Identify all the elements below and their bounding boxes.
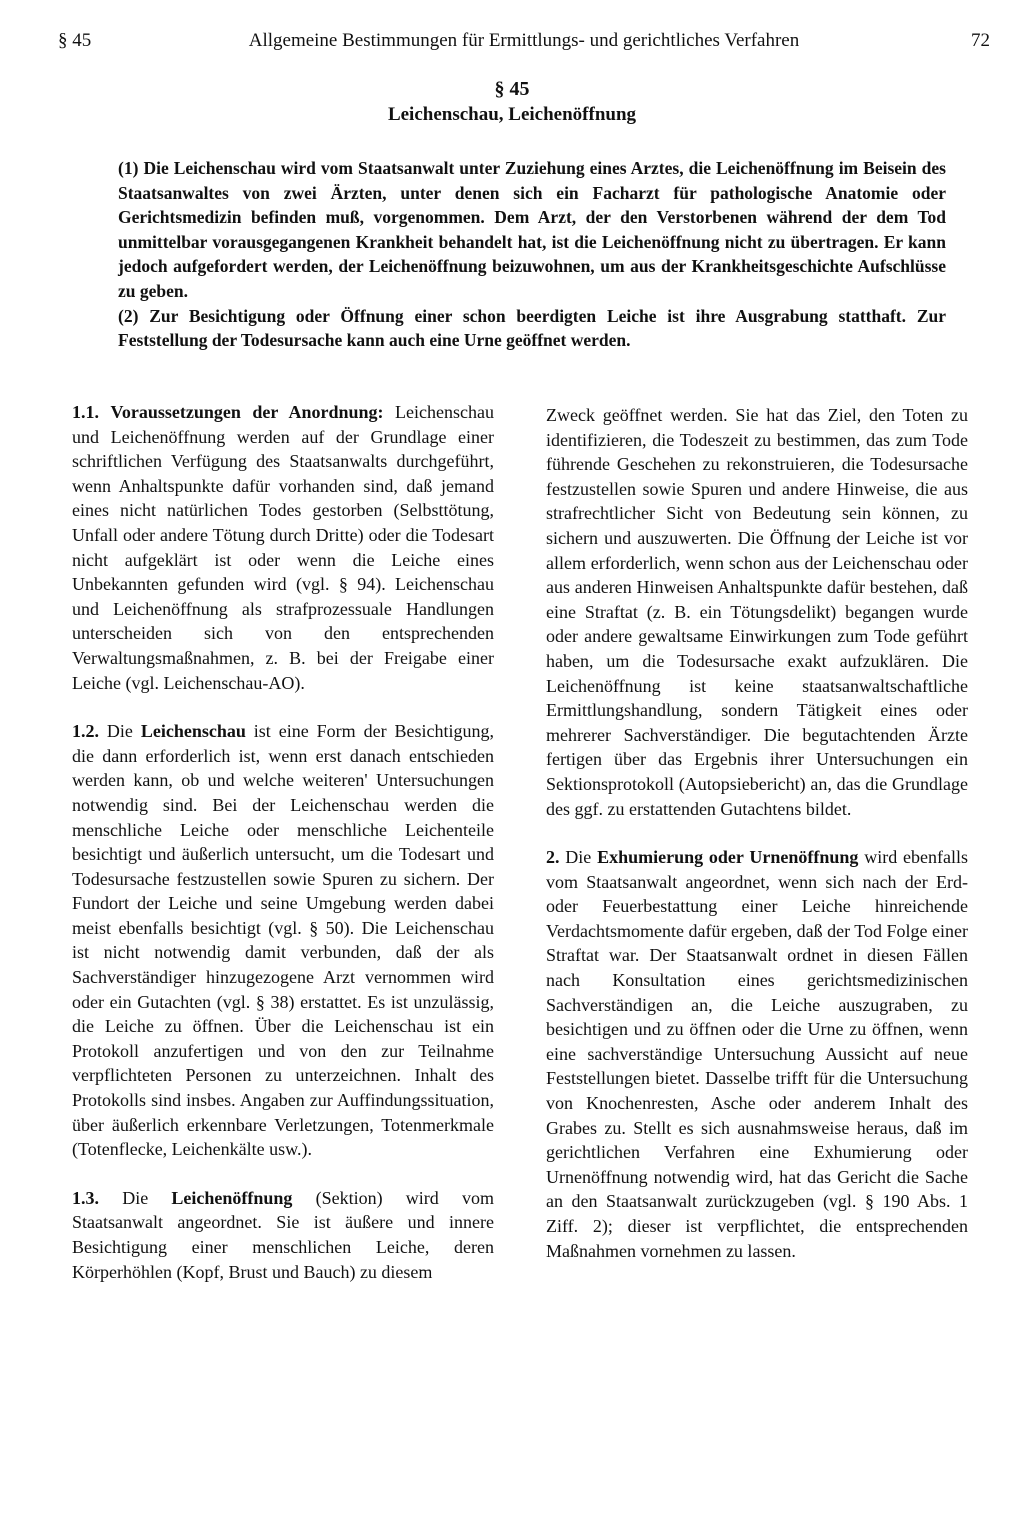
law-paragraph-1: (1) Die Leichenschau wird vom Staatsanwalt unter Zuziehung eines Arztes, die Leichenöffnung im Beisein des Staatsanwaltes von zwei Ärzten, unter denen sich ein Facharzt für pathologische Anatomie oder Gerichtsmedizin befinden muß, vorgenommen. Dem Arzt, der den Verstorbenen während der dem Tod unmittelbar vorausgegangenen Krankheit behandelt hat, ist die Leichenöffnung nicht zu übertragen. Er kann jedoch aufgefordert werden, der Leichenöffnung beizuwohnen, um aus der Krankheitsgeschichte Aufschlüsse zu geben.	[118, 158, 946, 301]
section-text: ist eine Form der Besichtigung, die dann erforderlich ist, wenn erst danach entschieden werden kann, ob und welche weiteren' Untersuchungen notwendig sind. Bei der Leichenschau werden die menschliche Leiche oder menschliche Leichenteile besichtigt und äußerlich untersucht, um die Todesart und Todesursache festzustellen sowie Spuren zu sichern. Der Fundort der Leiche und seine Umgebung werden dabei meist ebenfalls besichtigt (vgl. § 50). Die Leichenschau ist nicht notwendig damit verbunden, daß der als Sachverständiger hinzugezogene Arzt vernommen wird oder ein Gutachten (vgl. § 38) erstattet. Es ist unzulässig, die Leiche zu öffnen. Über die Leichenschau ist ein Protokoll anzufertigen und von den zur Teilnahme verpflichteten Personen zu unterzeichnen. Inhalt des Protokolls sind insbes. Angaben zur Auffindungssituation, über äußerlich erkennbare Verletzungen, Totenmerkmale (Totenflecke, Leichenkälte usw.).	[72, 721, 494, 1160]
section-heading: Voraussetzungen der Anordnung:	[110, 402, 384, 422]
commentary-right-column	[546, 403, 968, 1287]
section-text: Leichenschau und Leichenöffnung werden auf der Grundlage einer schriftlichen Verfügung des Staatsanwalts durchgeführt, wenn Anhaltspunkte dafür vorhanden sind, daß jemand eines nicht natürlichen Todes gestorben (Selbsttötung, Unfall oder andere Tötung durch Dritte) oder die Todesart nicht aufgeklärt ist oder wenn die Leiche eines Unbekannten gefunden wird (vgl. § 94). Leichenschau und Leichenöffnung als strafprozessuale Handlungen unterscheiden sich von den entsprechenden Verwaltungsmaßnahmen, z. B. bei der Freigabe einer Leiche (vgl. Leichenschau-AO).	[72, 402, 495, 693]
section-number: 1.2.	[72, 721, 99, 742]
section-number: 1.1.	[72, 402, 99, 422]
section-pre: Die	[99, 1187, 172, 1208]
commentary-1-2	[72, 719, 494, 1162]
commentary-1-3-continued: Zweck geöffnet werden. Sie hat das Ziel, den Toten zu identifizieren, die Todeszeit zu bestimmen, das zum Tode führende Geschehen zu rekonstruieren, die Todesursache festzustellen sowie Spuren und andere Hinweise, die aus strafrechtlicher Sicht von Bedeutung sein können, zu sichern und auszuwerten. Die Öffnung der Leiche ist vor allem erforderlich, wenn schon aus der Leichenschau oder aus anderen Hinweisen Anhaltspunkte dafür bestehen, daß eine Straftat (z. B. ein Tötungsdelikt) begangen wurde oder andere gewaltsame Einwirkungen zum Tode geführt haben, um die Todesursache exakt aufzuklären. Die Leichenöffnung ist keine staatsanwaltschaftliche Ermittlungshandlung, sondern Tätigkeit eines oder mehrerer Sachverständiger. Die begutachtenden Ärzte fertigen über das Ergebnis ihrer Untersuchungen ein Sektionsprotokoll (Autopsiebericht) an, das die Grundlage des ggf. zu erstattenden Gutachtens bildet.	[546, 405, 968, 819]
header-section: § 45	[58, 30, 92, 51]
section-text: (Sektion) wird vom Staatsanwalt angeordnet. Sie ist äußere und innere Besichtigung einer menschlichen Leiche, deren Körperhöhlen (Kopf, Brust und Bauch) zu diesem	[72, 1187, 494, 1282]
section-heading: Leichenöffnung	[171, 1187, 293, 1208]
commentary-1-1	[72, 400, 494, 695]
header-title: Allgemeine Bestimmungen für Ermittlungs- und gerichtliches Verfahren	[248, 30, 800, 51]
law-text	[118, 156, 946, 353]
section-pre: Die	[559, 847, 598, 868]
law-section-number: § 45	[494, 78, 530, 100]
section-heading: Leichenschau	[140, 721, 246, 742]
law-section-title: Leichenschau, Leichenöffnung	[387, 104, 637, 125]
section-pre: Die	[99, 721, 141, 742]
commentary-1-3	[72, 1186, 494, 1284]
section-text: wird ebenfalls vom Staatsanwalt angeordnet, wenn sich nach der Erd- oder Feuerbestattung einer Leiche hinreichende Verdachtsmomente dafür ergeben, daß der Tod Folge einer Straftat war. Der Staatsanwalt ordnet in diesen Fällen nach Konsultation eines gerichtsmedizinischen Sachverständigen an, die Leiche auszugraben, zu besichtigen und zu öffnen oder die Urne zu öffnen, wenn eine sachverständige Untersuchung Aussicht auf neue Feststellungen bietet. Dasselbe trifft für die Untersuchung von Knochenresten, Asche oder anderem Inhalt des Grabes zu. Stellt es sich ausnahmsweise heraus, daß im gerichtlichen Verfahren eine Exhumierung oder Urnenöffnung notwendig wird, hat das Gericht die Sache an den Staatsanwalt zurückzugeben (vgl. § 190 Abs. 1 Ziff. 2); dieser ist verpflichtet, die entsprechenden Maßnahmen vornehmen zu lassen.	[546, 847, 968, 1261]
commentary-2	[546, 845, 968, 1263]
law-paragraph-2: (2) Zur Besichtigung oder Öffnung einer schon beerdigten Leiche ist ihre Ausgrabung statthaft. Zur Feststellung der Todesursache kann auch eine Urne geöffnet werden.	[118, 305, 946, 351]
section-number: 2.	[546, 847, 560, 868]
section-number: 1.3.	[72, 1187, 99, 1208]
section-heading: Exhumierung oder Urnenöffnung	[597, 847, 859, 868]
running-header	[58, 30, 990, 60]
page-number: 72	[971, 30, 990, 51]
commentary-left-column	[72, 400, 494, 1308]
